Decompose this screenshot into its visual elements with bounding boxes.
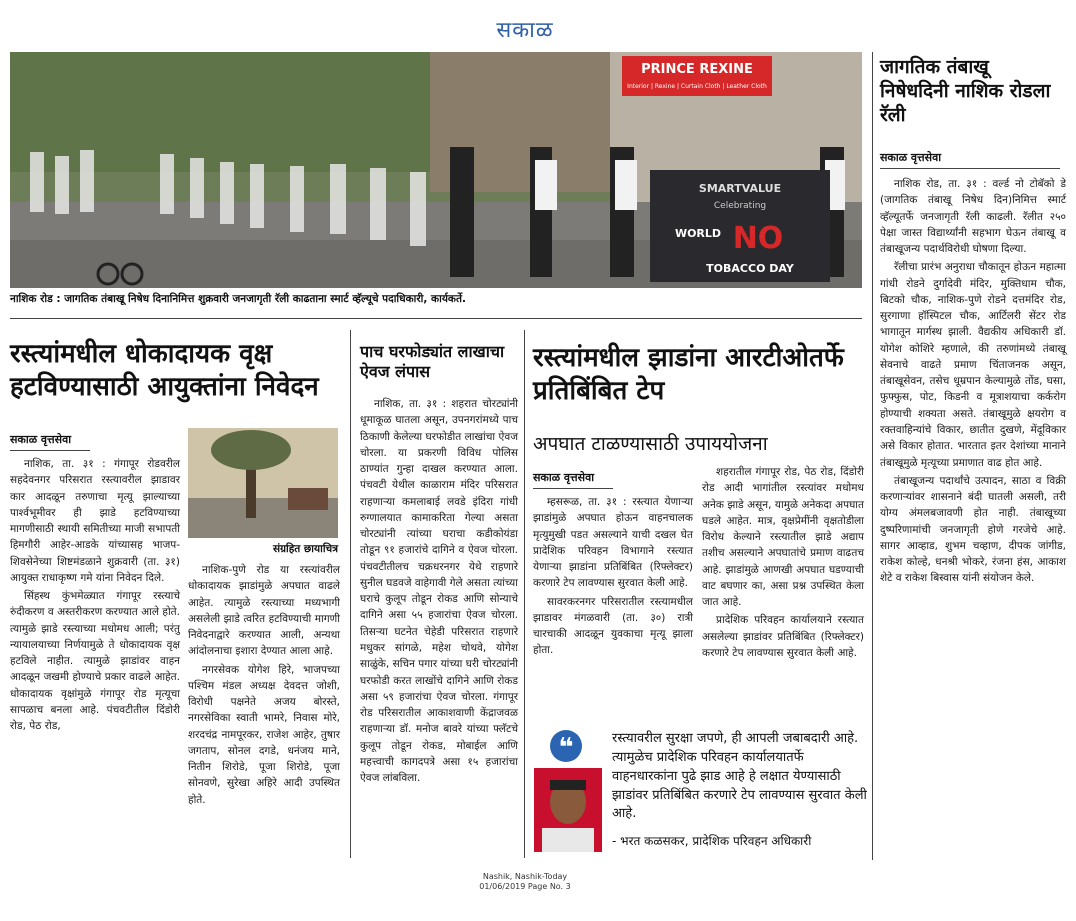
photo-credit: संग्रहित छायाचित्र	[272, 543, 338, 555]
article-paragraph: नाशिक, ता. ३१ : शहरात चोरट्यांनी धूमाकूळ घातला असून, उपनगरांमध्ये पाच ठिकाणी केलेल्या घरफोडीत लाखांचा ऐवज चोरला. या प्रकरणी विविध पोलिस ठाण्यांत गुन्हा दाखल करण्यात आला. पंचवटी येथील काळाराम मंदिर परिसरात राहणाऱ्या कमलाबाई लवडे इंदिरा गांधी रुग्णालयात कामाकरिता गेल्या असता चोरट्यांनी त्यांच्या घराचा कडीकोयंडा तोडून ९१ हजारांचे दागिने व ऐवज चोरला. पंचवटीतीलच चक्रधरनगर येथे राहणारे सुनील घडवजे वाहेगावी गेले असता त्यांच्या घराचे कुलूप तोडून रोकड आणि सोन्याचे दागिने असा ५५ हजारांचा ऐवज चोरला. तिसऱ्या घटनेत चेहेडी परिसरात राहणारे मधुकर सांगळे, महेश चोथवे, योगेश साळुंके, सचिन पगार यांच्या घरी चोरट्यांनी घरफोडी करत लाखोंचे दागिने आणि रोकड असा ५९ हजारांचा ऐवज चोरला. गंगापूर रोड परिसरातील आकाशवाणी केंद्राजवळ राहणाऱ्या डॉ. मनोज बावरे यांच्या फ्लॅटचे कुलूप तोडून रोकड, मोबाईल आणि महत्त्वाची कागदपत्रे असा १५ हजारांचा ऐवज लांबविला.	[360, 398, 518, 785]
article-body-column	[702, 464, 864, 663]
article-headline: जागतिक तंबाखू निषेधदिनी नाशिक रोडला रॅली	[880, 56, 1051, 126]
article-body-column	[533, 494, 693, 661]
article-paragraph: नाशिक, ता. ३१ : गंगापूर रोडवरील सहदेवनगर परिसरात रस्त्यावरील झाडावर कार आदळून तरुणाचा मृत्यू झाल्याच्या पार्श्वभूमीवर ही झाडे हटविण्याच्या मागणीसाठी स्थायी समितीच्या माजी सभापती हिमगौरी आहेर-आडके यांच्यासह भाजप-शिवसेनेच्या शिष्टमंडळाने शुक्रवारी (ता. ३१) आयुक्त राधाकृष्ण गमे यांना निवेदन दिले.	[10, 458, 180, 584]
rally-photo	[10, 52, 862, 288]
column-divider	[524, 330, 525, 858]
banner-world: WORLD	[674, 227, 722, 240]
byline-underline	[10, 450, 90, 451]
article-paragraph: म्हसरूळ, ता. ३१ : रस्त्यात येणाऱ्या झाडांमुळे अपघात होऊन वाहनचालक मृत्युमुखी पडत असल्याने याची दखल घेत प्रादेशिक परिवहन विभागाने रस्त्यात येणाऱ्या झाडांना प्रतिबिंबित (रिफ्लेक्टर) करणारे टेप लावण्यास सुरवात केली आहे.	[533, 496, 693, 590]
newspaper-masthead: सकाळ	[496, 18, 554, 43]
article-body-column	[188, 562, 340, 810]
banner-smartvalue: SMARTVALUE	[698, 182, 782, 195]
banner-celebrating: Celebrating	[713, 201, 767, 211]
official-portrait	[534, 768, 602, 852]
article-byline: सकाळ वृत्तसेवा	[10, 433, 72, 446]
banner-prince-subtitle: Interior | Rexine | Curtain Cloth | Leather Cloth	[627, 83, 767, 90]
byline-underline	[880, 168, 1060, 169]
tree-photo	[188, 428, 338, 538]
page-footer	[440, 872, 610, 892]
banner-no: NO	[732, 221, 784, 256]
article-paragraph: शहरातील गंगापूर रोड, पेठ रोड, दिंडोरी रोड आदी भागांतील रस्त्यांवर मधोमध अनेक झाडे असून, यामुळे अनेकदा अपघात घडले आहेत. मात्र, वृक्षप्रेमींनी वृक्षतोडीला विरोध केल्याने रस्त्यातील झाडे अद्याप तशीच असल्याने अपघातांचे प्रमाण वाढतच आहे. झाडांमुळे आणखी अपघात घडण्याची वाट बघणार का, असा प्रश्न उपस्थित केला जात आहे.	[702, 466, 864, 609]
byline-underline	[533, 488, 613, 489]
article-byline: सकाळ वृत्तसेवा	[880, 151, 942, 164]
article-paragraph: सावरकरनगर परिसरातील रस्त्यामधील झाडावर मंगळवारी (ता. ३०) रात्री चारचाकी आदळून युवकाचा मृत्यू झाला होता.	[533, 595, 693, 657]
banner-prince-rexine: PRINCE REXINE	[641, 62, 753, 77]
article-body-column	[10, 456, 180, 737]
article-paragraph: तंबाखूजन्य पदार्थांचे उत्पादन, साठा व विक्री करणाऱ्यांवर शासनाने बंदी घातली असली, तरी योग्य अंमलबजावणी होत नाही. तंबाखूच्या दुष्परिणामांची जनजागृती होणे गरजेचे आहे. सागर आव्हाड, शुभम चव्हाण, दीपक जांगीड, राकेश कोल्हे, धनश्री भोकरे, रंजना हंस, आकाश शेटे व राकेश बिस्वास यांनी संयोजन केले.	[880, 474, 1066, 585]
article-paragraph: सिंहस्थ कुंभमेळ्यात गंगापूर रस्त्याचे रुंदीकरण व अस्तरीकरण करण्यात आले होते. त्यामुळे झाडे रस्त्याच्या मधोमध आली; परंतु न्यायालयाच्या निर्णयामुळे ते धोकादायक वृक्ष हटविले नाहीत. त्यामुळे झाडांवर वाहन आदळून जखमी होण्याचे प्रकार वाढले आहेत. धोकादायक वृक्षांमुळे गंगापूर रोड मृत्यूचा सापळाच बनला आहे. पंचवटीतील दिंडोरी रोड, पेठ रोड,	[10, 590, 180, 733]
article-headline: पाच घरफोड्यांत लाखाचा ऐवज लंपास	[360, 342, 505, 381]
column-divider	[872, 52, 873, 860]
article-body-column	[360, 396, 518, 788]
quote-icon: ❝	[550, 730, 582, 762]
article-body-column	[880, 176, 1066, 589]
article-paragraph: नाशिक रोड, ता. ३१ : वर्ल्ड नो टोबॅको डे (जागतिक तंबाखू निषेध दिन)निमित्त स्मार्ट व्हॅल्यूतर्फे जनजागृती रॅली काढली. रॅलीत २५० पेक्षा जास्त विद्यार्थ्यांनी सहभाग घेऊन तंबाखू व तंबाखूजन्य पदार्थविरोधी घोषणा दिल्या.	[880, 178, 1066, 256]
article-byline: सकाळ वृत्तसेवा	[533, 471, 595, 484]
banner-tobacco-day: TOBACCO DAY	[706, 262, 794, 275]
article-paragraph: रॅलीचा प्रारंभ अनुराधा चौकातून होऊन महात्मा गांधी रोडने दुर्गादेवी मंदिर, मुक्तिधाम चौक, बिटको चौक, नाशिक-पुणे रोडने दत्तमंदिर रोड, सुरगाणा हॉस्पिटल चौक, आर्टिलरी सेंटर रोड भागातून मार्गस्थ झाली. वैद्यकीय अधिकारी डॉ. योगेश कोशिरे म्हणाले, की तरुणांमध्ये तंबाखू सेवनाचे वाढते प्रमाण चिंताजनक असून, तंबाखूसेवन, तसेच धूम्रपान केल्यामुळे तोंड, घसा, फुफ्फुस, पोट, किडनी व मूत्राशयाचा कर्करोग होण्याची शक्यता असते. तंबाखूमुळे क्षयरोग व रक्तवाहिन्यांचे विकार, छातीत दुखणे, मेंदूविकार असे विकार होतात. भारतात इतर देशांच्या मानाने तंबाखूमुळे मृत्यूच्या प्रमाणात वाढ होत आहे.	[880, 261, 1066, 469]
section-divider	[10, 318, 862, 319]
quote-attribution: - भरत कळसकर, प्रादेशिक परिवहन अधिकारी	[612, 834, 812, 848]
article-headline: रस्त्यांमधील झाडांना आरटीओतर्फे प्रतिबिंबित टेप	[533, 343, 844, 406]
footer-date-page: 01/06/2019 Page No. 3	[479, 882, 571, 891]
article-paragraph: नाशिक-पुणे रोड या रस्त्यांवरील धोकादायक झाडांमुळे अपघात वाढले आहेत. त्यामुळे रस्त्याच्या मध्यभागी असलेली झाडे त्वरित हटविण्याची मागणी निवेदनाद्वारे करण्यात आली, अन्यथा आंदोलनाचा इशारा देण्यात आला आहे.	[188, 564, 340, 658]
photo-caption: नाशिक रोड : जागतिक तंबाखू निषेध दिनानिमित्त शुक्रवारी जनजागृती रॅली काढताना स्मार्ट व्हॅल्यूचे पदाधिकारी, कार्यकर्ते.	[10, 293, 466, 305]
pull-quote: रस्त्यावरील सुरक्षा जपणे, ही आपली जबाबदारी आहे. त्यामुळेच प्रादेशिक परिवहन कार्यालयातर्फे वाहनधारकांना पुढे झाड आहे हे लक्षात येण्यासाठी झाडांवर प्रतिबिंबित करणारे टेप लावण्यास सुरवात केली आहे.	[612, 731, 867, 822]
column-divider	[350, 330, 351, 858]
article-headline: रस्त्यांमधील धोकादायक वृक्ष हटविण्यासाठी आयुक्तांना निवेदन	[10, 339, 319, 402]
article-subheadline: अपघात टाळण्यासाठी उपाययोजना	[533, 433, 768, 455]
article-paragraph: नगरसेवक योगेश हिरे, भाजपच्या पश्चिम मंडल अध्यक्ष देवदत्त जोशी, विरोधी पक्षनेते अजय बोरस्ते, नगरसेविका स्वाती भामरे, निवास मोरे, शरदचंद्र नामपूरकर, राजेश आहेर, तुषार जगताप, सोनल दगडे, धनंजय माने, नितीन शिरोडे, पूजा शिरोडे, पूजा सोनवणे, सुरेखा अहिरे आदी उपस्थित होते.	[188, 663, 340, 806]
article-paragraph: प्रादेशिक परिवहन कार्यालयाने रस्त्यात असलेल्या झाडांवर प्रतिबिंबित (रिफ्लेक्टर) करणारे टेप लावण्यास सुरवात केली आहे.	[702, 614, 864, 659]
footer-edition: Nashik, Nashik-Today	[482, 872, 568, 881]
